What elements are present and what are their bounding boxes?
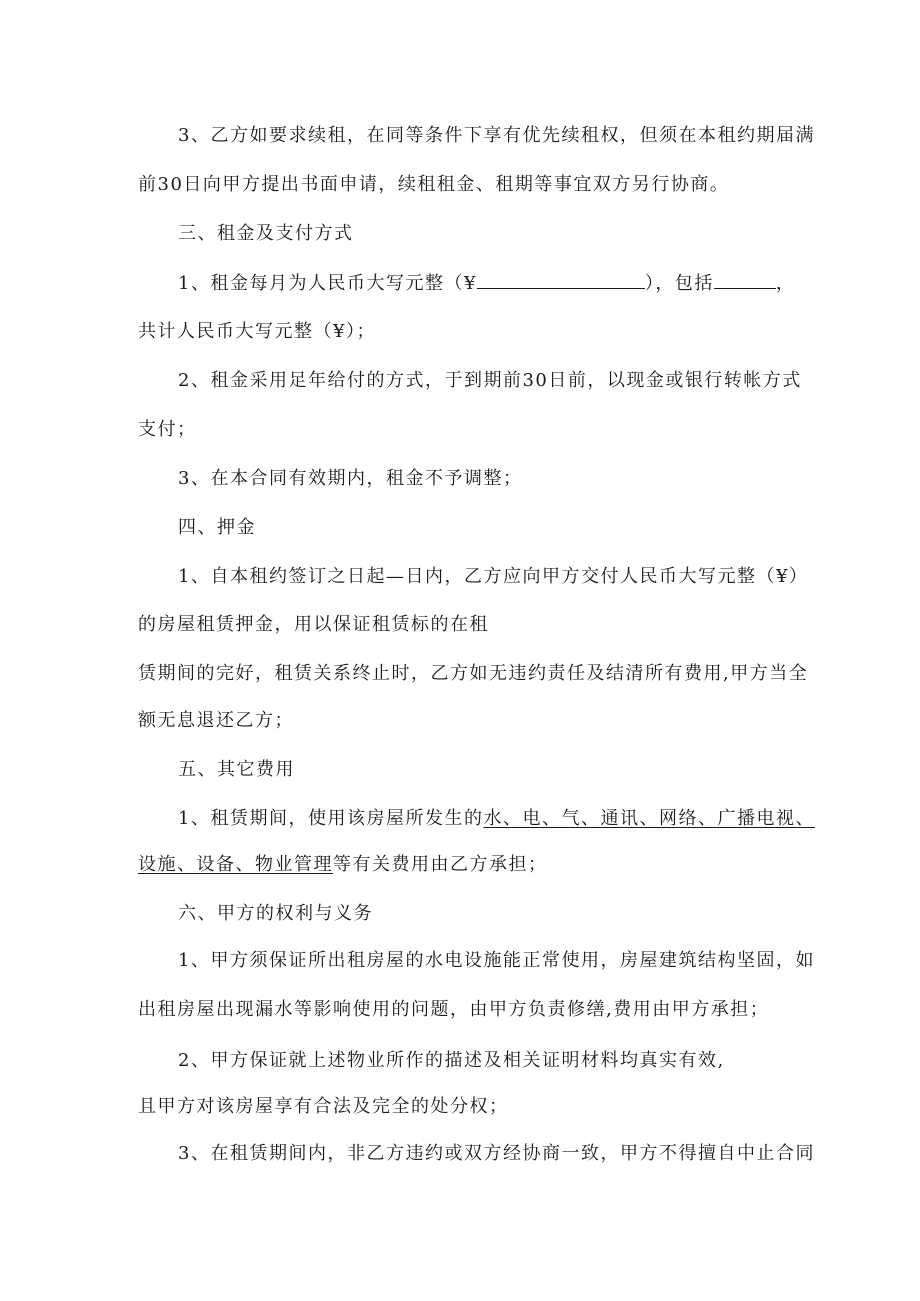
- fees-facilities-underlined: 设施、设备、物业管理: [138, 854, 333, 875]
- rent-include-blank: [714, 271, 776, 289]
- section-heading-rent: 三、租金及支付方式: [178, 223, 354, 244]
- fees-1-text: 1、租赁期间，使用该房屋所发生的: [178, 808, 484, 829]
- paragraph-rent-2: 2、租金采用足年给付的方式，于到期前30日前，以现金或银行转帐方式: [178, 370, 802, 391]
- rent-1-text-a: 1、租金每月为人民币大写元整（¥: [178, 273, 477, 294]
- section-heading-lessor-rights: 六、甲方的权利与义务: [178, 903, 373, 924]
- fees-utilities-underlined: 水、电、气、通讯、网络、广播电视、: [483, 808, 815, 829]
- paragraph-fees-1: [178, 807, 815, 831]
- fees-1-cont-text: 等有关费用由乙方承担；: [333, 854, 548, 875]
- paragraph-rent-3: 3、在本合同有效期内，租金不予调整；: [178, 468, 523, 489]
- paragraph-lessor-2-cont: 且甲方对该房屋享有合法及完全的处分权；: [138, 1096, 509, 1117]
- paragraph-rent-2-cont: 支付；: [138, 419, 197, 440]
- paragraph-rent-1: [178, 271, 795, 296]
- paragraph-deposit-1-cont-a: 的房屋租赁押金，用以保证租赁标的在租: [138, 614, 489, 635]
- section-heading-other-fees: 五、其它费用: [178, 759, 295, 780]
- paragraph-rent-1-cont: 共计人民币大写元整（¥）；: [138, 321, 376, 342]
- paragraph-lessor-1: 1、甲方须保证所出租房屋的水电设施能正常使用，房屋建筑结构坚固，如: [178, 950, 815, 971]
- paragraph-deposit-1: 1、自本租约签订之日起—日内，乙方应向甲方交付人民币大写元整（¥）: [178, 566, 809, 587]
- paragraph-lessor-2: 2、甲方保证就上述物业所作的描述及相关证明材料均真实有效,: [178, 1050, 725, 1071]
- rent-1-text-c: ，: [775, 273, 796, 294]
- paragraph-renewal-3: 3、乙方如要求续租，在同等条件下享有优先续租权，但须在本租约期届满: [178, 125, 815, 146]
- section-heading-deposit: 四、押金: [178, 517, 256, 538]
- paragraph-renewal-3-cont: 前30日向甲方提出书面申请，续租租金、租期等事宜双方另行协商。: [138, 174, 730, 195]
- paragraph-deposit-1-cont-b: 赁期间的完好，租赁关系终止时，乙方如无违约责任及结清所有费用,甲方当全: [138, 663, 809, 684]
- paragraph-lessor-3: 3、在租赁期间内，非乙方违约或双方经协商一致，甲方不得擅自中止合同: [178, 1143, 815, 1164]
- rent-1-text-b: ），包括: [644, 273, 714, 294]
- rent-amount-blank: [477, 271, 645, 289]
- paragraph-fees-1-cont: [138, 853, 548, 877]
- paragraph-deposit-1-cont-c: 额无息退还乙方；: [138, 710, 294, 731]
- paragraph-lessor-1-cont: 出租房屋出现漏水等影响使用的问题，由甲方负责修缮,费用由甲方承担；: [138, 999, 770, 1020]
